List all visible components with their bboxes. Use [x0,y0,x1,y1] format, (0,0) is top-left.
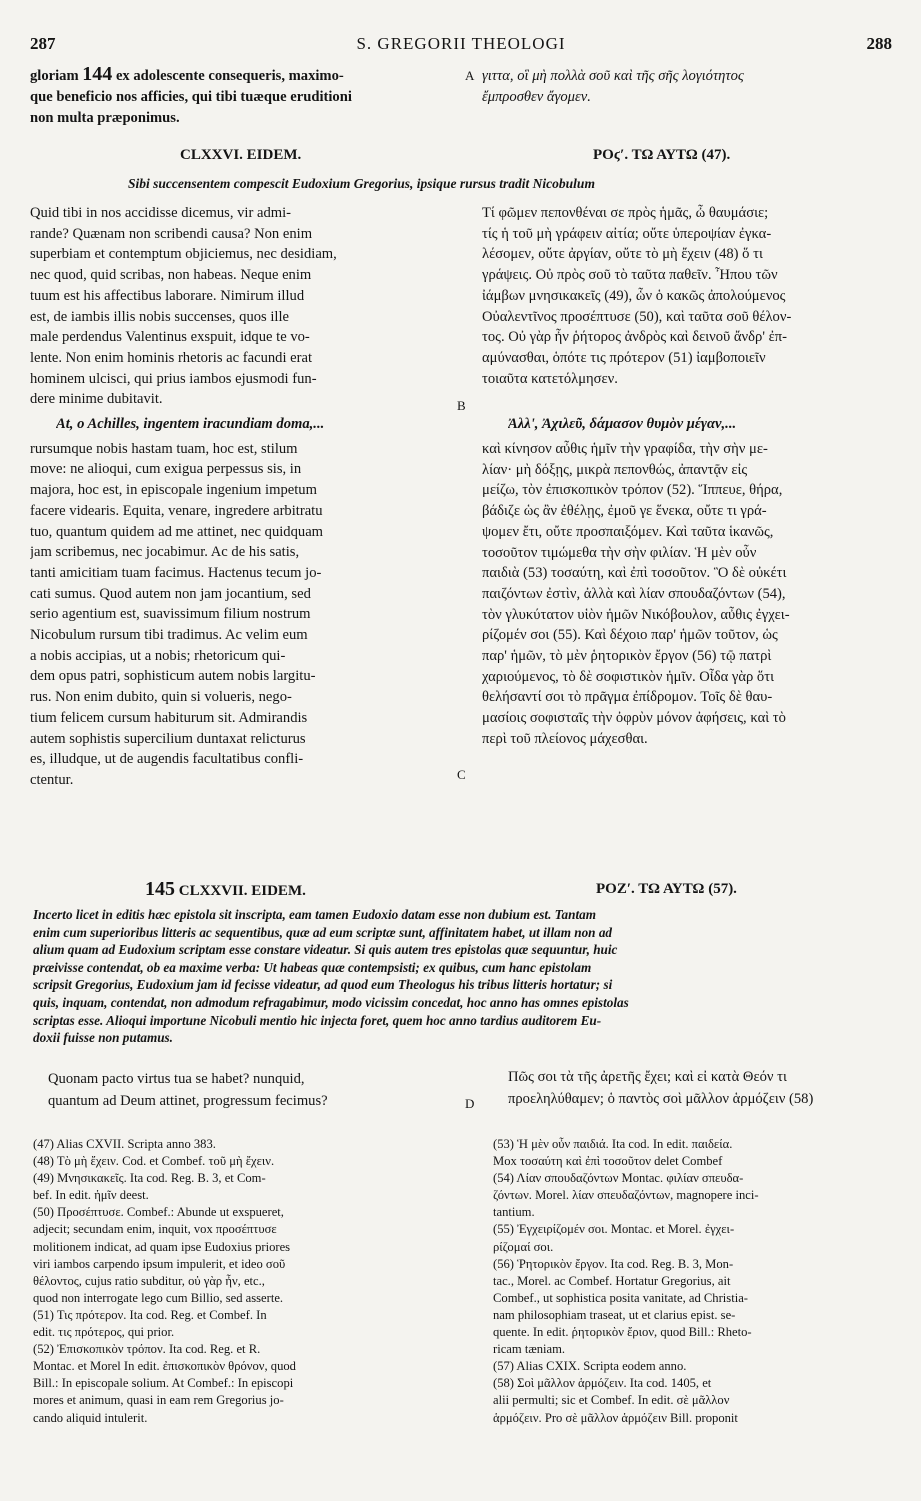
footnote-line: θέλοντος, cujus ratio subditur, οὐ γὰρ ἦν, etc., [33,1273,265,1288]
footnote-line: Montac. et Morel In edit. ἐπισκοπικὸν θρόνον, quod [33,1359,296,1374]
footnote-line: (50) Προσέπτυσε. Combef.: Abunde ut exspueret, [33,1205,284,1220]
running-header [30,34,892,58]
top-latin-continuation [30,64,460,129]
text-line: μείζω, τὸν ἐπισκοπικὸν τρόπον (52). Ἵππευε, θήρα, [482,482,783,499]
text-line: Nicobulum rursum tibi tradimus. Ac velim eum [30,627,308,644]
text-line: τὸν γλυκύτατον υἱὸν ἡμῶν Νικόβουλον, αὖθις ἐγχει- [482,606,790,623]
top-greek-continuation [482,66,902,108]
text-line: jam scribemus, nec jocabimur. Ac de his satis, [30,544,300,561]
footnote-line: Bill.: In episcopale solium. At Combef.: In episcopi [33,1376,294,1391]
text-line: alium quam ad Eudoxium scriptam esse constare videatur. Si quis autem tres epistolas quæ sequuntur, huic [33,942,618,958]
footnote-line: (48) Τὸ μὴ ἔχειν. Cod. et Combef. τοῦ μὴ ἔχειν. [33,1154,275,1169]
text-line: dem opus patri, sophisticum autem nobis largitu- [30,668,316,685]
running-title: S. GREGORII THEOLOGI [356,34,566,53]
text-line: ρίζομέν σοι (55). Καὶ δέχοιο παρ' ἡμῶν τοῦτον, ὡς [482,627,778,644]
text-line: rursumque nobis hastam tuam, hoc est, stilum [30,440,298,457]
text-line: quis, inquam, contendat, non admodum refragabimur, modo vicissim concedat, hoc anno has omnes epistolas [33,994,629,1010]
text-line: enim cum superioribus litteris ac sequentibus, quæ ad eum scriptæ sunt, affinitatem habet, ut illam non ad [33,924,613,940]
margin-letter-b: B [457,398,466,413]
footnote-line: molitionem indicat, ad quam ipse Eudoxius priores [33,1239,291,1254]
text-line: παιδιὰ (53) τοσαύτη, καὶ ἐπὶ τοσοῦτον. Ὃ δὲ οὐκέτι [482,565,787,582]
text-line: rus. Non enim dubito, quin si volueris, nego- [30,689,292,706]
footnote-line: (51) Τις πρότερον. Ita cod. Reg. et Combef. In [33,1307,267,1322]
footnotes-left [33,1136,458,1427]
footnote-line: (53) Ἡ μὲν οὖν παιδιά. Ita cod. In edit. παιδεία. [493,1137,733,1151]
margin-letter-d: D [465,1096,475,1111]
text-line: Πῶς σοι τὰ τῆς ἀρετῆς ἔχει; καὶ εἰ κατὰ Θεόν τι [508,1069,787,1085]
text-line: majora, hoc est, in episcopale ingenium impetum [30,482,317,499]
margin-letter-c: C [457,767,466,782]
text-line [30,64,460,87]
page-number-right: 288 [866,34,892,53]
footnote-line: ricam tæniam. [493,1342,566,1357]
text-line: ἰάμβων μνησικακεῖς (49), ὧν ὁ κακῶς ἀπολούμενος [482,287,786,304]
text-line: hominem ulcisci, qui prius iambos ejusmodi fun- [30,370,317,387]
text-line: θελήσαντί σοι τὸ πρᾶγμα ἐπίδρομον. Τοῖς δὲ θαυ- [482,689,773,706]
column-number: 144 [82,64,113,85]
text-line: βάδιζε ὡς ἂν ἐθέλῃς, ἐμοῦ γε ἕνεκα, οὔτε τι γρά- [482,503,767,520]
footnote-line: ἁρμόζειν. Pro σὲ μᾶλλον ἁρμόζειν Bill. proponit [493,1410,738,1425]
verse-line: Ἀλλ', Ἀχιλεῦ, δάμασον θυμὸν μέγαν,... [508,416,737,433]
text-line: non multa præponimus. [30,110,180,126]
margin-letter-a: A [465,68,475,83]
text-line: ctentur. [30,771,74,788]
footnote-line: (54) Λίαν σπουδαζόντων Montac. φιλίαν σπευδα- [493,1171,744,1186]
text-line: serio agentium est, suavissimum filium nostrum [30,606,311,623]
text-line: tuo, quantum quidem ad me attinet, nec quidquam [30,523,324,540]
text-line: male perdendus Valentinus exspuit, idque te vo- [30,329,310,346]
footnote-line: (55) Ἐγχειρίζομέν σοι. Montac. et Morel. ἐγχει- [493,1222,735,1237]
epistle-176-summary: Sibi succensentem compescit Eudoxium Gregorius, ipsique rursus tradit Nicobulum [128,176,595,191]
epistle-176-greek-text [482,203,902,750]
text-line: Οὐαλεντῖνος προσέπτυσε (50), καὶ ταῦτα σοῦ θέλον- [482,308,792,325]
text-line: Quid tibi in nos accidisse dicemus, vir admi- [30,205,292,221]
text-line: καὶ κίνησον αὖθις ἡμῖν τὴν γραφίδα, τὴν σὴν με- [482,441,768,458]
text-line: λίαν· μὴ δόξῃς, μικρὰ πεπονθώς, ἀπαντᾷν εἰς [482,461,748,478]
footnote-line: mores et animum, quasi in eam rem Gregorius jo- [33,1393,284,1408]
text-line: tuum est his affectibus laborare. Nimirum illud [30,287,305,304]
text-line: Τί φῶμεν πεπονθέναι σε πρὸς ἡμᾶς, ὦ θαυμάσιε; [482,205,769,221]
text-line: τίς ἡ τοῦ μὴ γράφειν αἰτία; οὔτε ὑπεροψίαν ἐγκα- [482,225,772,242]
text-line: παρ' ἡμῶν, τὸ μὲν ῥητορικὸν ἔργον (56) τῷ πατρὶ [482,648,772,665]
footnote-line: (49) Μνησικακεῖς. Ita cod. Reg. B. 3, et Com- [33,1171,266,1186]
text-line: Incerto licet in editis hæc epistola sit inscripta, eam tamen Eudoxio datam esse non dubium est. Tantam [33,907,596,922]
text-line: præivisse contendat, ob ea maxime verba: Ut habeas quæ contempsisti; ex quibus, cum hanc epistolam [33,959,592,975]
text-line: τος. Οὐ γὰρ ἦν ῥήτορος ἀνδρὸς καὶ δεινοῦ ἄνδρ' ἐπ- [482,329,787,346]
text-line: lente. Non enim hominis rhetoris ac facundi erat [30,349,313,366]
text-line: παιζόντων ἐστὶν, ἀλλὰ καὶ λίαν σπουδαζόντων (54), [482,585,786,602]
text-line: τοιαῦτα κατετόλμησεν. [482,370,618,387]
footnote-line: cando aliquid intulerit. [33,1410,148,1425]
text-line: es, illudque, ut de augendis facultatibus confli- [30,751,304,768]
text-line: superbiam et contemptum objiciemus, nec desidiam, [30,246,337,263]
footnote-line: (47) Alias CXVII. Scripta anno 383. [33,1137,216,1151]
column-number: 145 [145,878,175,900]
text-line: ἔμπροσθεν ἄγομεν. [482,89,591,105]
text-line: dere minime dubitavit. [30,391,163,408]
footnote-line: bef. In edit. ἡμῖν deest. [33,1188,149,1203]
footnote-line: tac., Morel. ac Combef. Hortatur Gregorius, ait [493,1273,731,1288]
text-line: τοσοῦτον τιμώμεθα τὴν σὴν φιλίαν. Ἡ μὲν οὖν [482,544,757,561]
text-line: tium felicem cursum habiturum sit. Admirandis [30,709,308,726]
footnote-line: (58) Σοὶ μᾶλλον ἁρμόζειν. Ita cod. 1405, et [493,1376,712,1391]
epistle-177-latin-title-text: CLXXVII. EIDEM. [178,883,306,899]
footnote-line: edit. τις πρότερος, qui prior. [33,1325,175,1340]
text-line: rande? Quænam non scribendi causa? Non enim [30,225,313,242]
footnote-line: viri iambos carpendo ipsum impulerit, et ideo σοῦ [33,1256,286,1271]
text-line: περὶ τοῦ πλείονος μάχεσθαι. [482,730,648,747]
footnote-line: ρίζομαί σοι. [493,1239,554,1254]
text-line: αμύνασθαι, ὁπότε τις πρότερον (51) ἰαμβοποιεῖν [482,349,766,366]
text-line: μασίοις σοφισταῖς τὴν ὀφρὺν μόνον ἀφήσεις, καὶ τὸ [482,710,786,727]
text-line: γιττα, οἳ μὴ πολλὰ σοῦ καὶ τῆς σῆς λογιότητος [482,68,744,84]
epistle-176-latin-text [30,203,460,791]
footnotes-right [493,1136,898,1427]
epistle-177-latin-title [145,878,306,901]
epistle-177-latin-text [48,1068,468,1112]
footnote-line: (56) Ῥητορικὸν ἔργον. Ita cod. Reg. B. 3, Mon- [493,1256,734,1271]
footnote-line: (52) Ἐπισκοπικὸν τρόπον. Ita cod. Reg. et R. [33,1342,261,1357]
text-fragment: ex adolescente consequeris, maximo- [112,68,344,84]
text-fragment: gloriam [30,68,83,84]
text-line: est, de iambis illis nobis succenses, quos ille [30,308,290,325]
footnote-line: ζόντων. Morel. λίαν σπευδαζόντων, magnopere inci- [493,1188,759,1203]
text-line: doxii fuisse non putamus. [33,1030,173,1046]
page-number-left: 287 [30,34,56,53]
text-line: ψομεν ἔτι, οὔτε προσπαιξόμεν. Καὶ ταῦτα ἱκανῶς, [482,523,774,540]
footnote-line: tantium. [493,1205,535,1220]
text-line: scriptas esse. Alioqui importune Nicobuli mentio hic injecta foret, quem hoc anno tardius auditorem Eu- [33,1012,602,1028]
epistle-176-latin-title: CLXXVI. EIDEM. [180,147,302,163]
text-line: quantum ad Deum attinet, progressum fecimus? [48,1093,328,1109]
text-line: que beneficio nos afficies, qui tibi tuæque eruditioni [30,89,352,105]
text-line: nec quod, quid scribas, non habeas. Neque enim [30,267,312,284]
footnote-line: Combef., ut sophistica posita vanitate, ad Christia- [493,1290,748,1305]
epistle-176-greek-title: ΡΟϛʹ. ΤΩ ΑΥΤΩ (47). [593,147,731,163]
text-line: a nobis accipias, ut a nobis; rhetoricum qui- [30,647,286,664]
epistle-177-greek-text [508,1066,903,1110]
text-line: γράψεις. Οὐ πρὸς σοῦ τὸ ταῦτα παθεῖν. Ἦπου τῶν [482,267,778,284]
footnote-line: adjecit; secundam enim, inquit, vox προσέπτυσε [33,1222,277,1237]
footnote-line: nam philosophiam traseat, ut et clarius epist. se- [493,1307,736,1322]
text-line: scripsit Gregorius, Eudoxium jam id fecisse videatur, ad quod eum Theologus his tribus litteris hortatur; si [33,977,613,993]
text-line: προεληλύθαμεν; ὁ παντὸς σοὶ μᾶλλον ἁρμόζειν (58) [508,1091,814,1107]
footnote-line: quod non interrogate lego cum Billio, sed asserte. [33,1290,284,1305]
text-line: cati sumus. Quod autem non jam jocantium, sed [30,585,311,602]
footnote-line: Mox τοσαύτη καὶ ἐπὶ τοσοῦτον delet Combef [493,1154,723,1169]
text-line: facere videaris. Equita, venare, ingredere arbitratu [30,502,323,519]
footnote-line: alii permulti; sic et Combef. In edit. σὲ μᾶλλον [493,1393,730,1408]
footnote-line: (57) Alias CXIX. Scripta eodem anno. [493,1359,687,1374]
text-line: χαριούμενος, τὸ δὲ σοφιστικὸν ἡμῖν. Οἶδα γὰρ ὅτι [482,668,775,685]
text-line: Quonam pacto virtus tua se habet? nunquid, [48,1071,305,1087]
text-line: tanti amicitiam tuam facimus. Hactenus tecum jo- [30,564,322,581]
footnote-line: quente. In edit. ῥητορικὸν ἔριον, quod Bill.: Rheto- [493,1325,752,1340]
verse-line: At, o Achilles, ingentem iracundiam doma,... [56,416,325,433]
text-line: autem sophistis supercilium duntaxat relicturus [30,730,306,747]
text-line: λέσομεν, οὔτε ἀργίαν, οὔτε τὸ μὴ ἔχειν (48) ὅ τι [482,246,763,263]
epistle-177-summary [33,906,893,1047]
epistle-177-greek-title: ΡΟΖʹ. ΤΩ ΑΥΤΩ (57). [596,881,737,897]
text-line: move: ne alioqui, cum exigua perpessus sis, in [30,461,302,478]
